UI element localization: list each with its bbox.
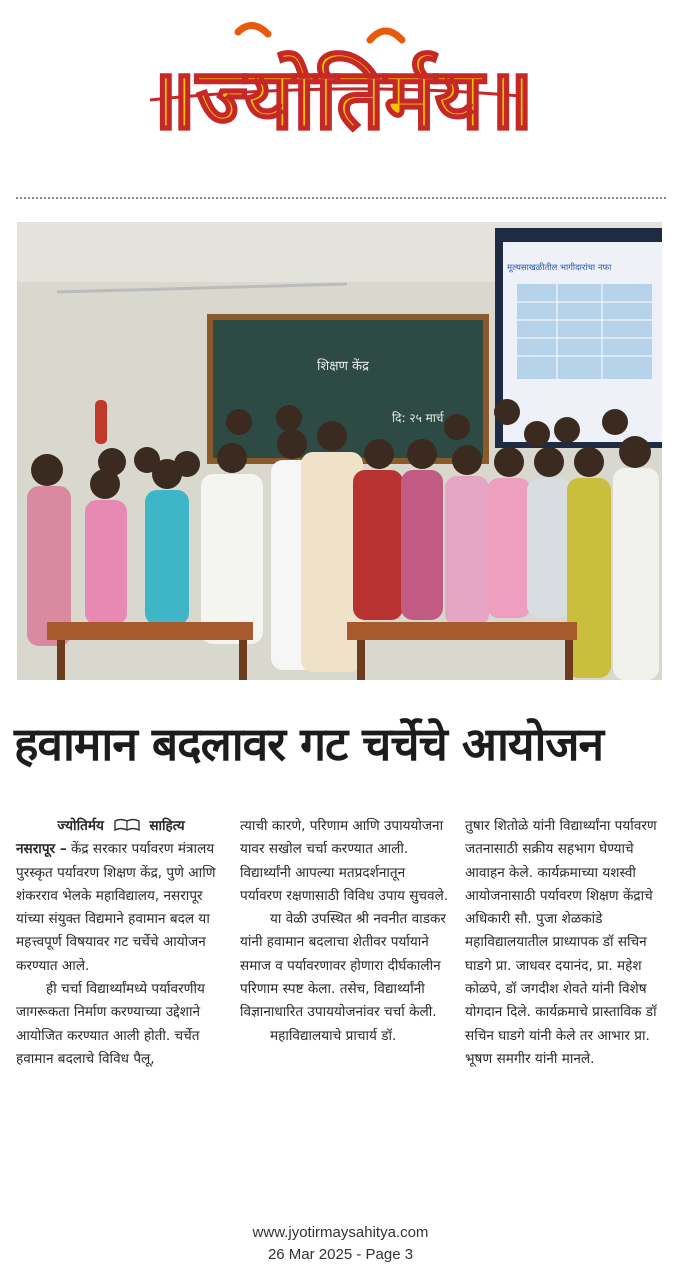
event-photo <box>17 222 662 680</box>
byline-left: ज्योतिर्मय <box>57 818 104 834</box>
footer <box>0 1222 681 1266</box>
article-column-2 <box>240 815 450 1048</box>
date-page: 26 Mar 2025 - Page 3 <box>267 1246 414 1263</box>
paragraph: नसरापूर – केंद्र सरकार पर्यावरण मंत्रालय पुरस्कृत पर्यावरण शिक्षण केंद्र, पुणे आणि शंकरराव भेलके महाविद्यालय, नसरापूर यांच्या संयुक्त विद्यमाने हवामान बदल या महत्त्वपूर्ण विषयावर गट चर्चेचे आयोजन करण्यात आले. <box>16 841 216 974</box>
book-icon <box>113 818 141 832</box>
logo <box>0 0 681 185</box>
paragraph: ही चर्चा विद्यार्थ्यांमध्ये पर्यावरणीय जागरूकता निर्माण करण्याच्या उद्देशाने आयोजित करण्यात आली होती. चर्चेत हवामान बदलाचे विविध पैलू, <box>16 981 205 1067</box>
byline <box>16 815 226 838</box>
masthead <box>0 0 681 185</box>
paragraph: महाविद्यालयाचे प्राचार्य डॉ. <box>270 1027 397 1044</box>
website-link[interactable]: www.jyotirmaysahitya.com <box>252 1224 429 1241</box>
board-text-2: दि: २५ मार्च <box>392 411 444 425</box>
dateline-place: नसरापूर – <box>16 841 67 858</box>
dotted-divider <box>16 197 666 199</box>
paragraph: या वेळी उपस्थित श्री नवनीत वाडकर यांनी हवामान बदलाचा शेतीवर पर्यायाने समाज व पर्यावरणावर होणारा दीर्घकालीन परिणाम स्पष्ट केला. तसेच, विद्यार्थ्यांनी विज्ञानाधारित उपाययोजनांवर चर्चा केली. <box>240 911 446 1021</box>
headline: हवामान बदलावर गट चर्चेचे आयोजन <box>14 717 604 771</box>
board-text-1: शिक्षण केंद्र <box>317 359 369 374</box>
logo-text: ॥ज्योतिर्मय॥ <box>146 50 534 148</box>
chalkboard <box>213 320 483 458</box>
byline-right: साहित्य <box>149 818 185 834</box>
paragraph: तुषार शितोळे यांनी विद्यार्थ्यांना पर्यावरण जतनासाठी सक्रीय सहभाग घेण्याचे आवाहन केले. कार्यक्रमाच्या यशस्वी आयोजनासाठी पर्यावरण शिक्षण केंद्राचे अधिकारी सौ. पुजा शेळकांडे महाविद्यालयातील प्राध्यापक डॉ सचिन घाडगे प्रा. जाधवर दयानंद, प्रा. महेश कोळपे, डॉ जगदीश शेवते यांनी विशेष योगदान दिले. कार्यक्रमाचे प्रास्ताविक डॉ सचिन घाडगे यांनी केले तर आभार प्रा. भूषण समगीर यांनी मानले. <box>465 818 657 1067</box>
article-column-3 <box>465 815 675 1071</box>
screen-title: मूल्यसाखळीतील भागीदारांचा नफा <box>507 263 612 273</box>
paragraph: त्याची कारणे, परिणाम आणि उपाययोजना यावर सखोल चर्चा करण्यात आली. विद्यार्थ्यांनी आपल्या मतप्रदर्शनातून पर्यावरण रक्षणासाठी विविध उपाय सुचवले. <box>240 818 449 904</box>
article-column-1 <box>16 815 226 1071</box>
